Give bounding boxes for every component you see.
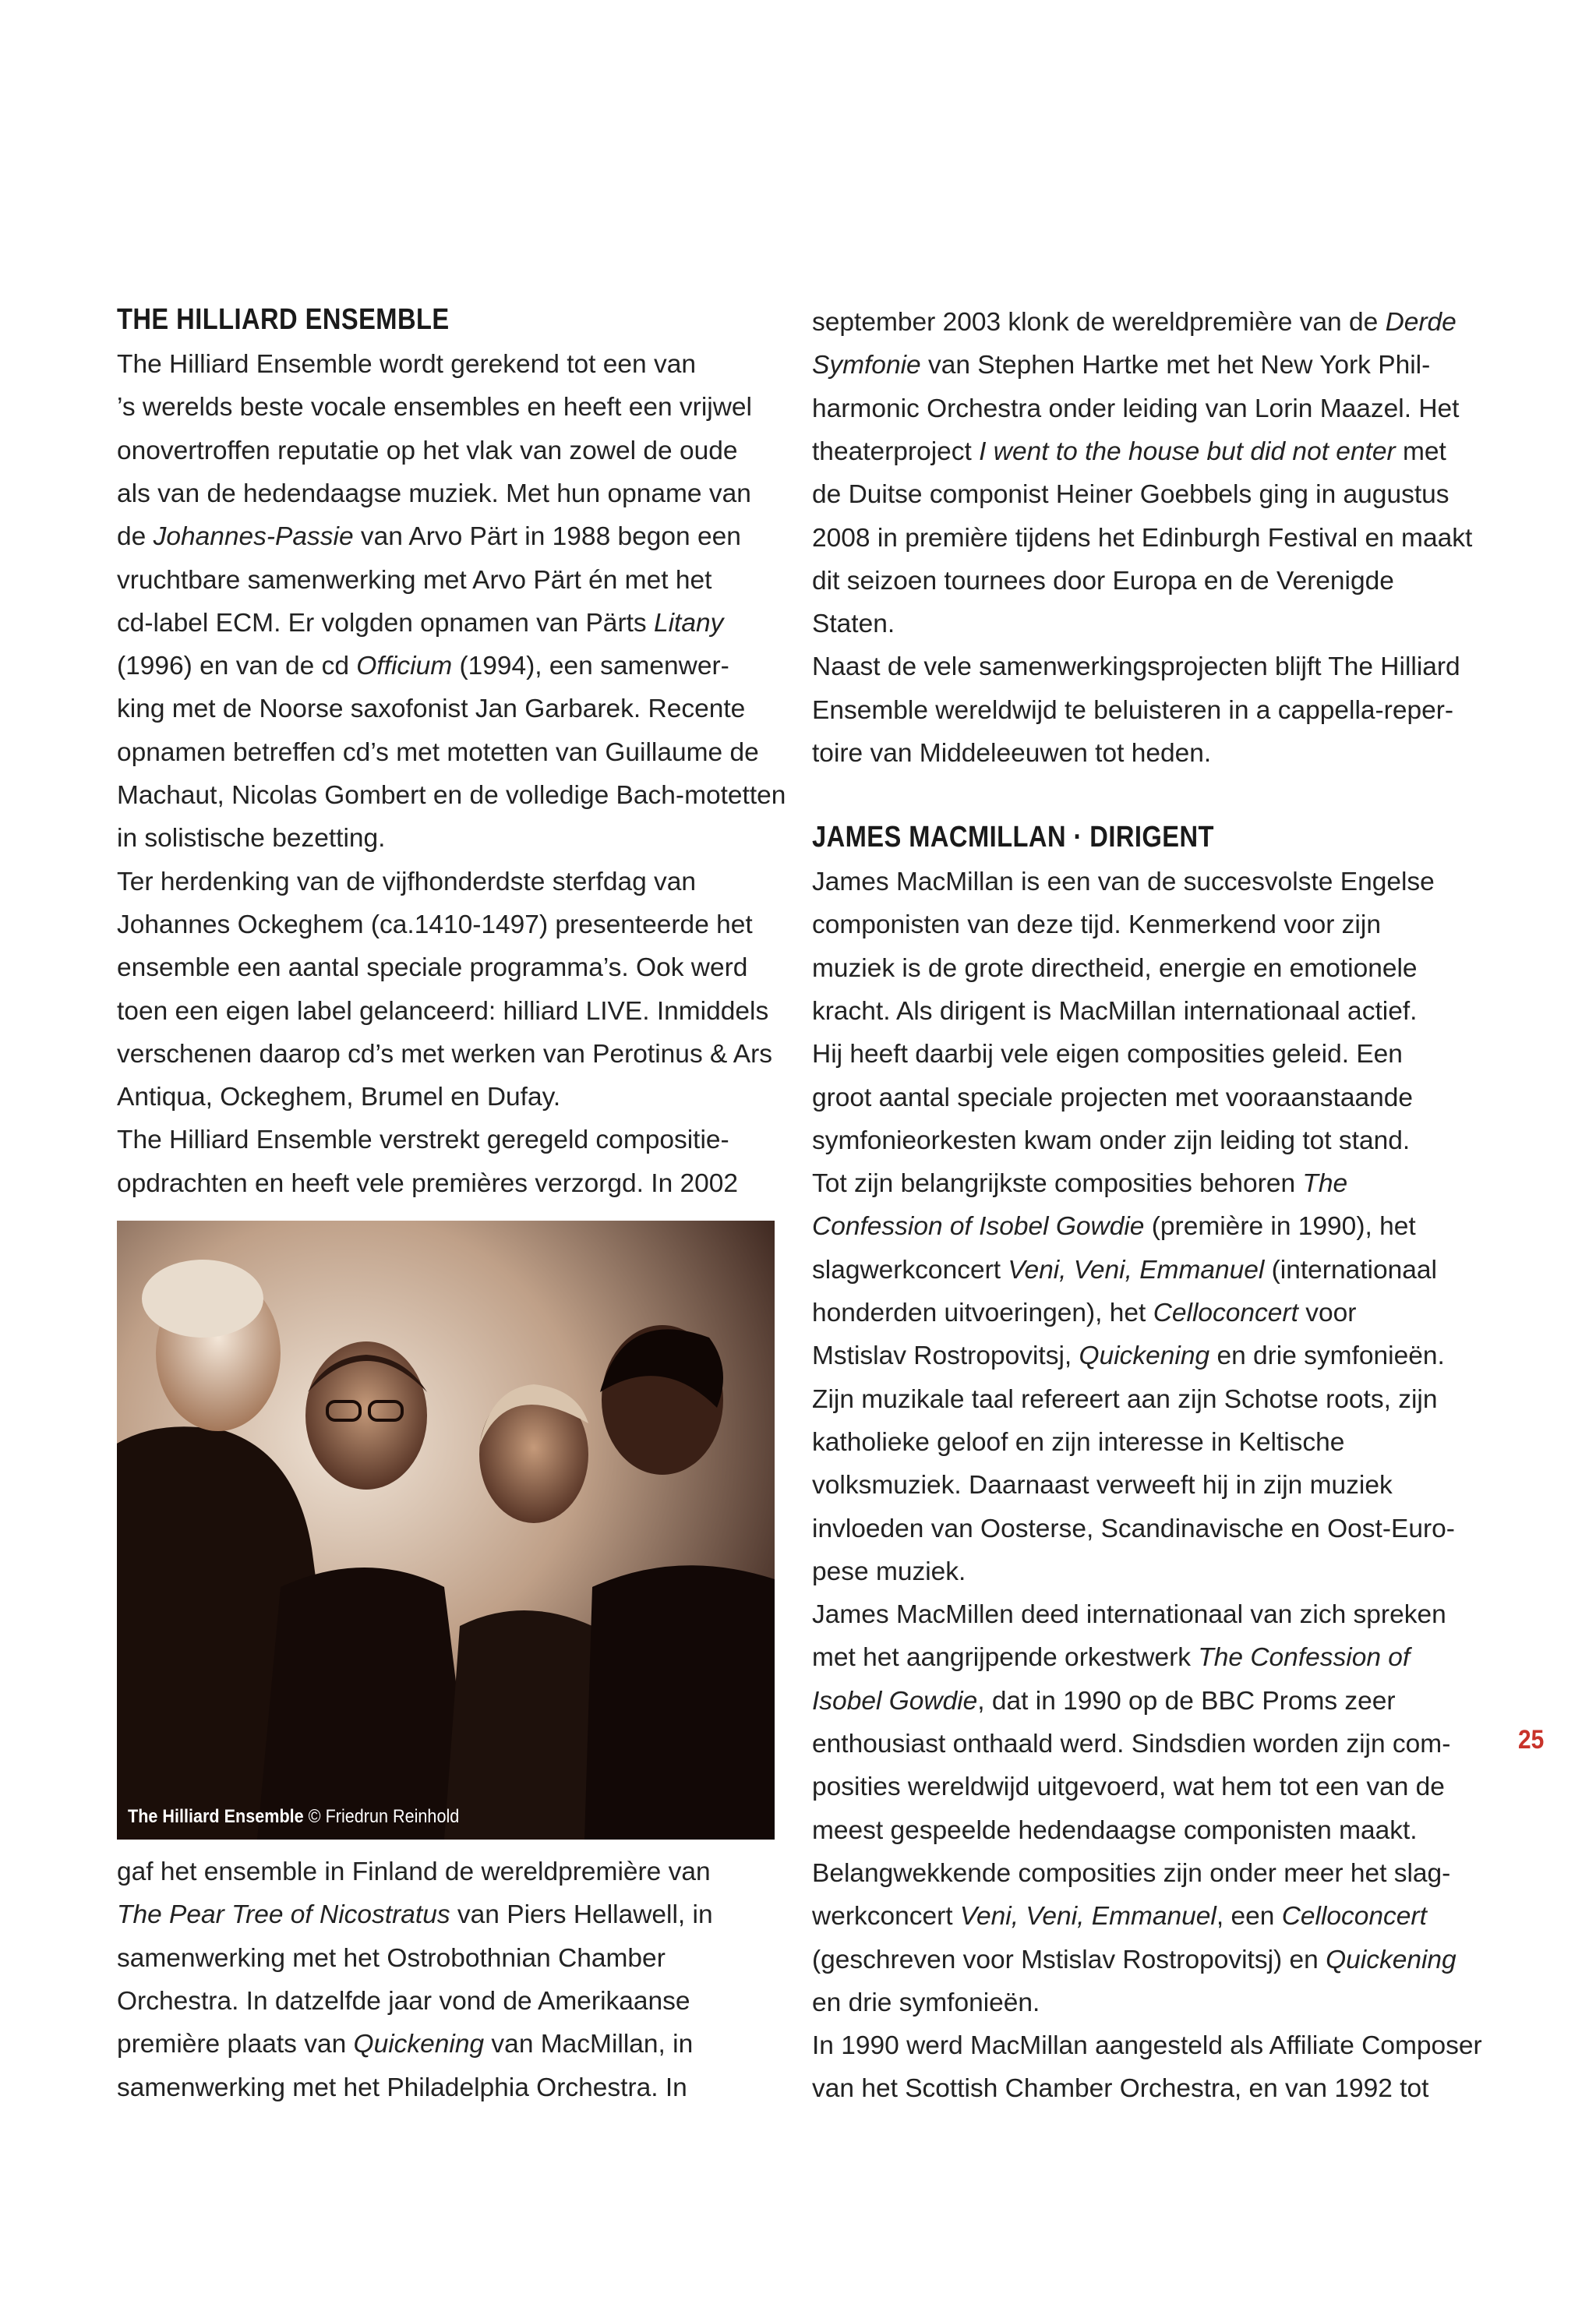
text-line: James MacMillan is een van de succesvolste Engelse <box>812 868 1435 896</box>
text-line: de Johannes-Passie van Arvo Pärt in 1988 begon een <box>117 522 741 552</box>
text-line: verschenen daarop cd’s met werken van Perotinus & Ars <box>117 1039 773 1069</box>
text-line: The Hilliard Ensemble wordt gerekend tot een van <box>117 350 696 379</box>
caption-name: The Hilliard Ensemble <box>128 1806 304 1827</box>
text-line: meest gespeelde hedendaagse componisten maakt. <box>812 1815 1418 1845</box>
text-line: Tot zijn belangrijkste composities behoren The <box>812 1169 1348 1199</box>
ensemble-photo-illustration <box>117 1221 775 1840</box>
text-line: katholieke geloof en zijn interesse in Keltische <box>812 1427 1345 1457</box>
text-line: Hij heeft daarbij vele eigen composities geleid. Een <box>812 1040 1403 1069</box>
text-line: Ensemble wereldwijd te beluisteren in a cappella-reper- <box>812 695 1454 725</box>
text-line: Isobel Gowdie, dat in 1990 op de BBC Proms zeer <box>812 1686 1396 1716</box>
italic-title: Officium <box>356 652 453 681</box>
text-line: en drie symfonieën. <box>812 1988 1040 2017</box>
text-line: van het Scottish Chamber Orchestra, en van 1992 tot <box>812 2074 1429 2104</box>
text-line: opdrachten en heeft vele premières verzorgd. In 2002 <box>117 1168 739 1198</box>
italic-title: Derde <box>1385 308 1457 337</box>
text-line: Naast de vele samenwerkingsprojecten blijft The Hilliard <box>812 652 1460 682</box>
italic-title: The <box>1302 1169 1348 1199</box>
italic-title: Veni, Veni, Emmanuel <box>959 1902 1216 1932</box>
text-line: Mstislav Rostropovitsj, Quickening en drie symfonieën. <box>812 1341 1445 1371</box>
text-line: met het aangrijpende orkestwerk The Confession of <box>812 1643 1411 1673</box>
text-line: invloeden van Oosterse, Scandinavische en Oost-Euro- <box>812 1514 1455 1543</box>
text-line: toen een eigen label gelanceerd: hilliard LIVE. Inmiddels <box>117 996 769 1026</box>
text-line: ’s werelds beste vocale ensembles en heeft een vrijwel <box>117 393 752 422</box>
text-line: de Duitse componist Heiner Goebbels ging in augustus <box>812 480 1449 510</box>
text-line: enthousiast onthaald werd. Sindsdien worden zijn com- <box>812 1730 1451 1758</box>
photo-caption <box>128 1805 459 1829</box>
text-line: werkconcert Veni, Veni, Emmanuel, een Celloconcert <box>812 1902 1427 1932</box>
text-line: The Hilliard Ensemble verstrekt geregeld compositie- <box>117 1126 729 1155</box>
italic-title: Litany <box>653 608 724 638</box>
italic-title: Quickening <box>1326 1945 1457 1974</box>
text-line: 2008 in première tijdens het Edinburgh Festival en maakt <box>812 523 1473 553</box>
text-line: theaterproject I went to the house but did not enter met <box>812 437 1446 466</box>
text-line: Belangwekkende composities zijn onder meer het slag- <box>812 1858 1451 1888</box>
section-heading-macmillan: JAMES MACMILLAN · DIRIGENT <box>812 821 1214 854</box>
italic-title: The Confession of <box>1198 1643 1411 1673</box>
text-line: James MacMillen deed internationaal van zich spreken <box>812 1600 1446 1630</box>
text-line: Machaut, Nicolas Gombert en de volledige Bach-motetten <box>117 781 786 810</box>
text-line: slagwerkconcert Veni, Veni, Emmanuel (internationaal <box>812 1255 1437 1285</box>
text-line: ensemble een aantal speciale programma’s. Ook werd <box>117 953 748 983</box>
text-line: in solistische bezetting. <box>117 824 386 854</box>
text-line: groot aantal speciale projecten met vooraanstaande <box>812 1083 1414 1112</box>
text-line: pese muziek. <box>812 1557 966 1586</box>
text-line: Zijn muzikale taal refereert aan zijn Schotse roots, zijn <box>812 1384 1438 1414</box>
text-line: honderden uitvoeringen), het Celloconcert voor <box>812 1299 1357 1327</box>
text-line: kracht. Als dirigent is MacMillan internationaal actief. <box>812 996 1418 1026</box>
text-line: onovertroffen reputatie op het vlak van zowel de oude <box>117 436 738 465</box>
text-line: samenwerking met het Philadelphia Orchestra. In <box>117 2073 687 2102</box>
text-line: Ter herdenking van de vijfhonderdste sterfdag van <box>117 867 697 896</box>
text-line: Symfonie van Stephen Hartke met het New York Phil- <box>812 351 1431 380</box>
section-heading-hilliard: THE HILLIARD ENSEMBLE <box>117 303 450 336</box>
text-line: posities wereldwijd uitgevoerd, wat hem tot een van de <box>812 1773 1445 1802</box>
text-line: In 1990 werd MacMillan aangesteld als Affiliate Composer <box>812 2031 1482 2061</box>
italic-title: Quickening <box>353 2030 485 2059</box>
text-line: The Pear Tree of Nicostratus van Piers Hellawell, in <box>117 1900 713 1930</box>
page-number: 25 <box>1518 1725 1545 1755</box>
text-line: als van de hedendaagse muziek. Met hun opname van <box>117 479 751 508</box>
text-line: Staten. <box>812 610 895 639</box>
text-line: september 2003 klonk de wereldpremière van de Derde <box>812 308 1457 337</box>
italic-title: Celloconcert <box>1153 1299 1298 1327</box>
italic-title: Isobel Gowdie <box>812 1686 978 1716</box>
italic-title: Johannes-Passie <box>153 522 354 552</box>
text-line: première plaats van Quickening van MacMillan, in <box>117 2030 694 2059</box>
text-line: componisten van deze tijd. Kenmerkend voor zijn <box>812 910 1381 940</box>
text-line: vruchtbare samenwerking met Arvo Pärt én met het <box>117 565 712 595</box>
text-line: Confession of Isobel Gowdie (première in 1990), het <box>812 1212 1416 1242</box>
text-line: king met de Noorse saxofonist Jan Garbarek. Recente <box>117 695 746 724</box>
text-line: opnamen betreffen cd’s met motetten van Guillaume de <box>117 737 759 767</box>
text-line: toire van Middeleeuwen tot heden. <box>812 739 1212 768</box>
text-line: dit seizoen tournees door Europa en de Verenigde <box>812 566 1394 596</box>
text-line: (geschreven voor Mstislav Rostropovitsj) en Quickening <box>812 1945 1457 1974</box>
italic-title: Quickening <box>1079 1341 1210 1371</box>
ensemble-photo <box>117 1221 775 1840</box>
text-line: Orchestra. In datzelfde jaar vond de Amerikaanse <box>117 1986 690 2016</box>
text-line: cd-label ECM. Er volgden opnamen van Pärts Litany <box>117 608 724 638</box>
italic-title: Veni, Veni, Emmanuel <box>1008 1255 1265 1285</box>
text-line: Antiqua, Ockeghem, Brumel en Dufay. <box>117 1083 561 1112</box>
text-line: muziek is de grote directheid, energie en emotionele <box>812 953 1418 983</box>
italic-title: Celloconcert <box>1281 1902 1427 1932</box>
italic-title: I went to the house but did not enter <box>979 437 1396 466</box>
text-line: gaf het ensemble in Finland de wereldpremière van <box>117 1857 711 1886</box>
italic-title: Confession of Isobel Gowdie <box>812 1212 1145 1242</box>
text-line: (1996) en van de cd Officium (1994), een samenwer- <box>117 652 729 681</box>
italic-title: Symfonie <box>812 351 921 380</box>
text-line: samenwerking met het Ostrobothnian Chamber <box>117 1943 666 1973</box>
text-line: harmonic Orchestra onder leiding van Lorin Maazel. Het <box>812 394 1460 423</box>
text-line: Johannes Ockeghem (ca.1410-1497) presenteerde het <box>117 910 753 939</box>
caption-credit: © Friedrun Reinhold <box>308 1806 460 1827</box>
italic-title: The Pear Tree of Nicostratus <box>117 1900 450 1930</box>
text-line: symfonieorkesten kwam onder zijn leiding tot stand. <box>812 1126 1411 1155</box>
text-line: volksmuziek. Daarnaast verweeft hij in zijn muziek <box>812 1471 1393 1500</box>
